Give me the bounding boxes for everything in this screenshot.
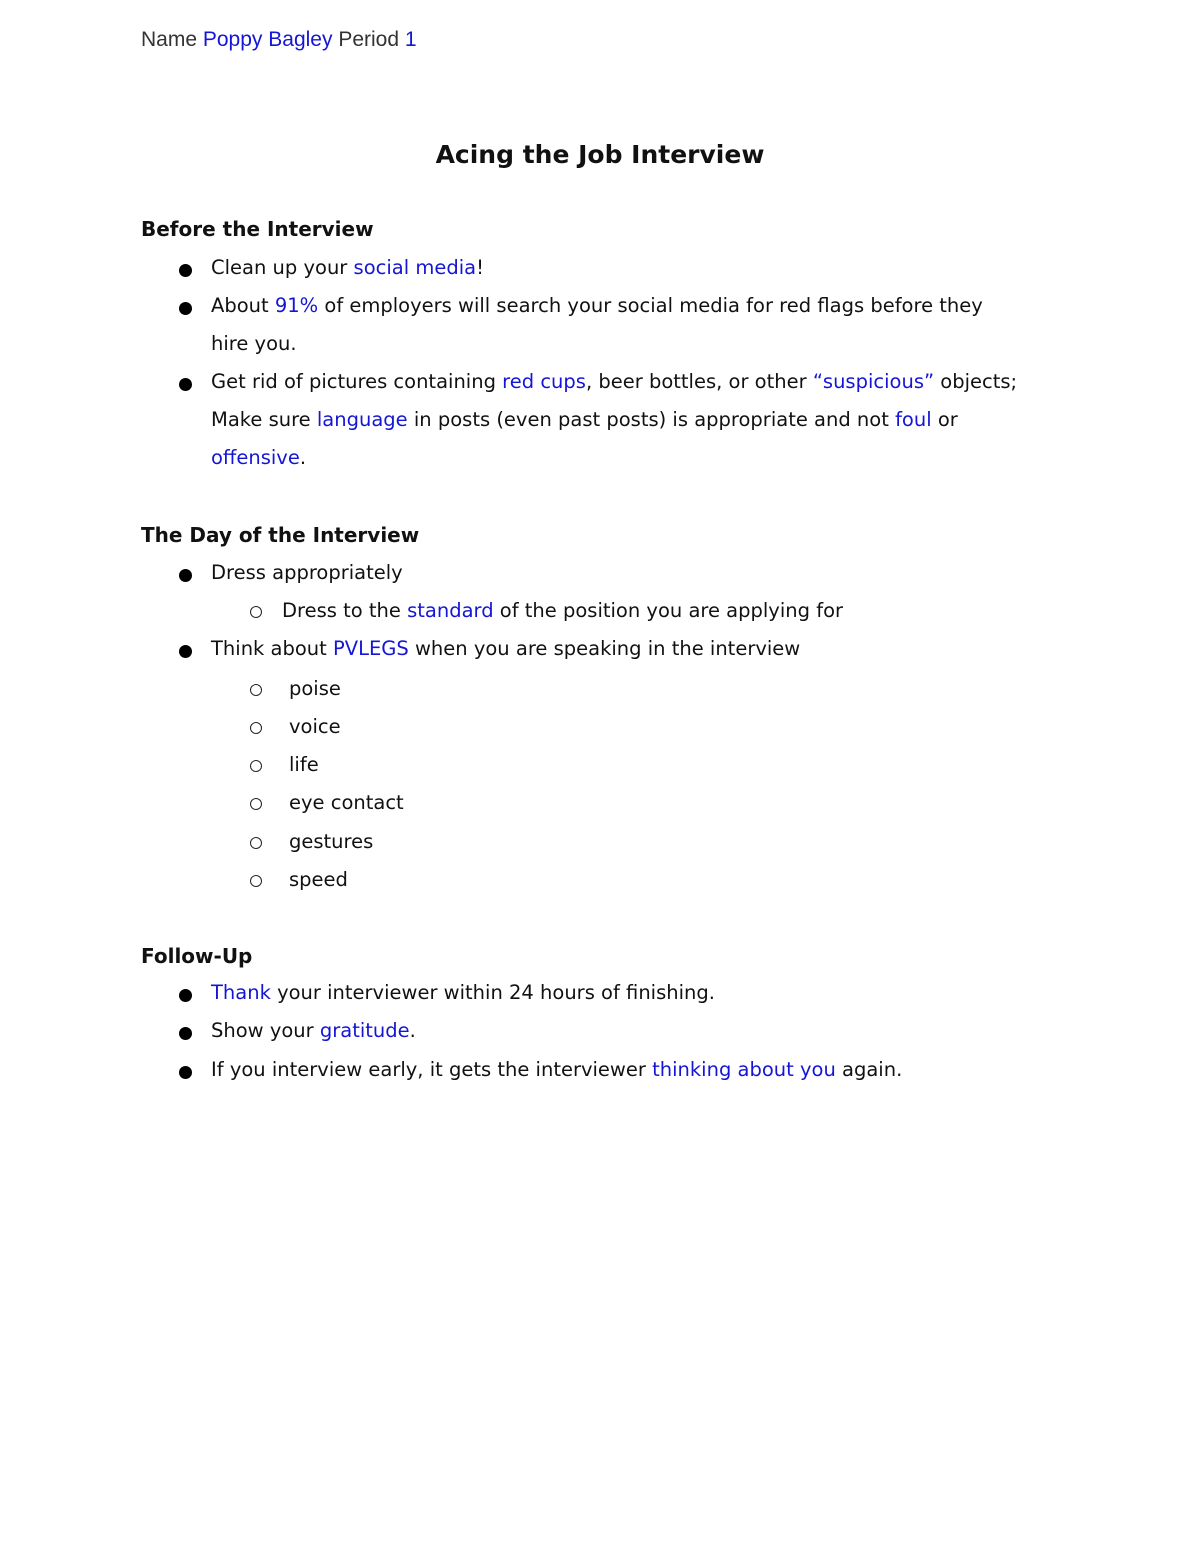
list-item: Dress appropriately: [211, 561, 403, 584]
sub-list-item: Dress to the standard of the position you are applying for: [282, 599, 844, 622]
list-item-continuation: hire you.: [211, 332, 297, 355]
list-item: Show your gratitude.: [211, 1019, 416, 1042]
bullet-icon: [179, 569, 192, 582]
hollow-bullet-icon: [250, 875, 262, 887]
list-item-continuation: offensive.: [211, 446, 307, 469]
pvlegs-item-gestures: gestures: [289, 830, 374, 853]
hollow-bullet-icon: [250, 760, 262, 772]
list-item: Think about PVLEGS when you are speaking in the interview: [211, 637, 801, 660]
list-item: If you interview early, it gets the interviewer thinking about you again.: [211, 1058, 903, 1081]
hollow-bullet-icon: [250, 837, 262, 849]
list-item-continuation: Make sure language in posts (even past posts) is appropriate and not foul or: [211, 408, 958, 431]
section-heading-follow-up: Follow-Up: [141, 944, 253, 968]
bullet-icon: [179, 1066, 192, 1079]
pvlegs-item-life: life: [289, 753, 319, 776]
period-label: Period: [338, 28, 400, 51]
hollow-bullet-icon: [250, 684, 262, 696]
bullet-icon: [179, 264, 192, 277]
section-heading-before: Before the Interview: [141, 217, 374, 241]
hollow-bullet-icon: [250, 722, 262, 734]
bullet-icon: [179, 378, 192, 391]
bullet-icon: [179, 645, 192, 658]
name-value: Poppy Bagley: [202, 28, 333, 51]
document-title: Acing the Job Interview: [435, 140, 765, 169]
list-item: Clean up your social media!: [211, 256, 484, 279]
pvlegs-item-poise: poise: [289, 677, 341, 700]
pvlegs-item-speed: speed: [289, 868, 348, 891]
list-item: Thank your interviewer within 24 hours of finishing.: [211, 981, 715, 1004]
period-value: 1: [404, 28, 417, 51]
student-info-line: [141, 28, 417, 52]
list-item: Get rid of pictures containing red cups, beer bottles, or other “suspicious” objects;: [211, 370, 1018, 393]
section-heading-day: The Day of the Interview: [141, 523, 420, 547]
hollow-bullet-icon: [250, 798, 262, 810]
bullet-icon: [179, 1027, 192, 1040]
hollow-bullet-icon: [250, 606, 262, 618]
bullet-icon: [179, 989, 192, 1002]
pvlegs-item-voice: voice: [289, 715, 341, 738]
name-label: Name: [141, 28, 198, 51]
list-item: About 91% of employers will search your social media for red flags before they: [211, 294, 983, 317]
bullet-icon: [179, 302, 192, 315]
pvlegs-item-eye-contact: eye contact: [289, 791, 404, 814]
